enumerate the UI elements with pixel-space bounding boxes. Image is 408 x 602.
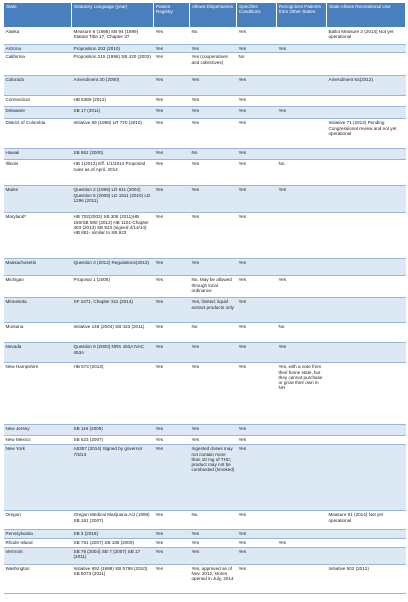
registry-cell: Yes	[154, 436, 190, 445]
dispensaries-cell: Yes (cooperatives and collectives)	[190, 53, 237, 76]
recreational-cell	[327, 436, 406, 445]
table-row	[4, 160, 406, 186]
reciprocity-cell	[277, 119, 327, 149]
state-cell: Nevada	[4, 343, 72, 363]
reciprocity-cell	[277, 259, 327, 276]
registry-cell: Yes	[154, 96, 190, 107]
table-row	[4, 259, 406, 276]
statute-cell: SB 791 (2007) SB 185 (2009)	[72, 538, 154, 547]
recreational-cell: Initiative 71 (2014) Pending Congressional review and not yet operational	[327, 119, 406, 149]
state-cell: Pennsylvania	[4, 530, 72, 538]
recreational-cell	[327, 213, 406, 259]
dispensaries-cell: Yes	[190, 436, 237, 445]
table-row	[4, 119, 406, 149]
recreational-cell	[327, 343, 406, 363]
header-specifies-conditions: Specifies Conditions	[237, 3, 277, 28]
conditions-cell: Yes	[237, 436, 277, 445]
dispensaries-cell: Yes	[190, 45, 237, 53]
table-row	[4, 547, 406, 564]
recreational-cell	[327, 53, 406, 76]
registry-cell: Yes	[154, 343, 190, 363]
registry-cell: Yes	[154, 445, 190, 511]
state-cell: New Mexico	[4, 436, 72, 445]
state-cell: Massachusetts	[4, 259, 72, 276]
dispensaries-cell: Yes	[190, 547, 237, 564]
table-row	[4, 425, 406, 436]
dispensaries-cell: Yes	[190, 363, 237, 425]
reciprocity-cell	[277, 530, 327, 538]
table-row	[4, 363, 406, 425]
recreational-cell	[327, 96, 406, 107]
registry-cell: Yes	[154, 107, 190, 119]
recreational-cell: Ballot Measure 2 (2014) Not yet operational	[327, 28, 406, 45]
state-cell: Washington	[4, 564, 72, 593]
recreational-cell: Amendment 64(2012)	[327, 76, 406, 96]
table-body	[4, 28, 406, 594]
conditions-cell: Yes	[237, 323, 277, 343]
statute-cell: SF 2471, Chapter 311 (2014)	[72, 298, 154, 323]
recreational-cell	[327, 259, 406, 276]
state-cell: Vermont	[4, 547, 72, 564]
conditions-cell: Yes	[237, 28, 277, 45]
statute-cell: Amendment 20 (2000)	[72, 76, 154, 96]
dispensaries-cell: Yes	[190, 119, 237, 149]
table-row	[4, 323, 406, 343]
recreational-cell	[327, 363, 406, 425]
conditions-cell: Yes	[237, 538, 277, 547]
registry-cell: Yes	[154, 76, 190, 96]
reciprocity-cell	[277, 564, 327, 593]
dispensaries-cell: No	[190, 149, 237, 160]
reciprocity-cell: Yes	[277, 107, 327, 119]
statute-cell: Measure 8 (1998) SB 94 (1999) Statute Title 17, Chapter 37	[72, 28, 154, 45]
recreational-cell: Measure 91 (2014) Not yet operational	[327, 511, 406, 530]
conditions-cell: Yes	[237, 160, 277, 186]
state-cell: Maine	[4, 186, 72, 213]
conditions-cell: Yes	[237, 547, 277, 564]
registry-cell: Yes	[154, 538, 190, 547]
reciprocity-cell	[277, 96, 327, 107]
conditions-cell: Yes	[237, 530, 277, 538]
reciprocity-cell: Yes	[277, 186, 327, 213]
conditions-cell: Yes	[237, 96, 277, 107]
state-cell: Delaware	[4, 107, 72, 119]
recreational-cell	[327, 45, 406, 53]
dispensaries-cell: Yes	[190, 96, 237, 107]
table-row	[4, 53, 406, 76]
table-row	[4, 436, 406, 445]
recreational-cell	[327, 186, 406, 213]
dispensaries-cell: No	[190, 511, 237, 530]
laws-table-container	[3, 2, 405, 594]
table-row	[4, 538, 406, 547]
conditions-cell: Yes	[237, 149, 277, 160]
reciprocity-cell	[277, 28, 327, 45]
statute-cell: SB 17 (2011)	[72, 107, 154, 119]
recreational-cell	[327, 425, 406, 436]
dispensaries-cell: Yes, limited. liquid extract products only	[190, 298, 237, 323]
header-patient-registry: Patient Registry	[154, 3, 190, 28]
statute-cell: Initiative 148 (2004) SB 423 (2011)	[72, 323, 154, 343]
reciprocity-cell	[277, 76, 327, 96]
registry-cell: Yes	[154, 425, 190, 436]
dispensaries-cell: Yes	[190, 425, 237, 436]
reciprocity-cell: Yes	[277, 343, 327, 363]
statute-cell: HB 5389 (2012)	[72, 96, 154, 107]
state-cell: Maryland*	[4, 213, 72, 259]
recreational-cell	[327, 538, 406, 547]
state-cell: Connecticut	[4, 96, 72, 107]
table-row	[4, 186, 406, 213]
state-cell: New York	[4, 445, 72, 511]
table-row	[4, 343, 406, 363]
recreational-cell	[327, 323, 406, 343]
header-statutory-language: Statutory Language (year)	[72, 3, 154, 28]
dispensaries-cell: Ingested doses may not contain more than 10 mg of THC; product may not be combusted (smoked)	[190, 445, 237, 511]
conditions-cell: Yes	[237, 259, 277, 276]
table-row	[4, 28, 406, 45]
dispensaries-cell: No	[190, 28, 237, 45]
header-recognizes-patients: Recognizes Patients from Other States	[277, 3, 327, 28]
conditions-cell: Yes	[237, 343, 277, 363]
statute-cell: SB 119 (2009)	[72, 425, 154, 436]
table-row	[4, 213, 406, 259]
statute-cell: SB 523 (2007)	[72, 436, 154, 445]
state-cell: Michigan	[4, 276, 72, 298]
state-cell: New Jersey	[4, 425, 72, 436]
statute-cell: Oregon Medical Marijuana Act (1998) SB 161 (2007)	[72, 511, 154, 530]
statute-cell: A6357 (2014) Signed by governor 7/5/14	[72, 445, 154, 511]
reciprocity-cell: Yes	[277, 45, 327, 53]
statute-cell: Question 9 (2000) NRS 453A NAC 453A	[72, 343, 154, 363]
statute-cell: Initiative 59 (1998) LR 720 (2010)	[72, 119, 154, 149]
statute-cell: SB 862 (2000)	[72, 149, 154, 160]
conditions-cell: Yes	[237, 186, 277, 213]
statute-cell: Question 2 (1999) LD 611 (2002) Question 5 (2009) LD 1811 (2010) LD 1296 (2011)	[72, 186, 154, 213]
state-cell: California	[4, 53, 72, 76]
state-cell: Minnesota	[4, 298, 72, 323]
marijuana-laws-table	[3, 2, 406, 594]
reciprocity-cell	[277, 547, 327, 564]
statute-cell: Proposition 215 (1996) SB 420 (2003)	[72, 53, 154, 76]
table-row	[4, 107, 406, 119]
reciprocity-cell	[277, 511, 327, 530]
table-row	[4, 445, 406, 511]
registry-cell: Yes	[154, 213, 190, 259]
registry-cell: Yes	[154, 149, 190, 160]
state-cell: Hawaii	[4, 149, 72, 160]
registry-cell: Yes	[154, 363, 190, 425]
table-row	[4, 530, 406, 538]
conditions-cell: Yes	[237, 45, 277, 53]
registry-cell: Yes	[154, 186, 190, 213]
dispensaries-cell: Yes	[190, 343, 237, 363]
registry-cell: Yes	[154, 28, 190, 45]
dispensaries-cell: Yes	[190, 160, 237, 186]
registry-cell: Yes	[154, 298, 190, 323]
statute-cell: Proposal 1 (2008)	[72, 276, 154, 298]
conditions-cell: Yes	[237, 76, 277, 96]
reciprocity-cell	[277, 425, 327, 436]
registry-cell: Yes	[154, 259, 190, 276]
recreational-cell	[327, 445, 406, 511]
state-cell: Arizona	[4, 45, 72, 53]
registry-cell: Yes	[154, 160, 190, 186]
state-cell: Illinois	[4, 160, 72, 186]
conditions-cell: Yes	[237, 363, 277, 425]
table-row	[4, 149, 406, 160]
state-cell: Alaska	[4, 28, 72, 45]
table-row	[4, 96, 406, 107]
dispensaries-cell: Yes	[190, 76, 237, 96]
recreational-cell	[327, 107, 406, 119]
statute-cell: SB 3 (2016)	[72, 530, 154, 538]
table-row	[4, 276, 406, 298]
recreational-cell	[327, 149, 406, 160]
state-cell: Colorado	[4, 76, 72, 96]
state-cell: New Hampshire	[4, 363, 72, 425]
statute-cell: Initiative 692 (1998) SB 5798 (2010) SB 5073 (2011)	[72, 564, 154, 593]
state-cell: Montana	[4, 323, 72, 343]
header-recreational-use: State Allows Recreational Use	[327, 3, 406, 28]
dispensaries-cell: Yes	[190, 530, 237, 538]
reciprocity-cell	[277, 53, 327, 76]
registry-cell: Yes	[154, 564, 190, 593]
table-row	[4, 564, 406, 593]
recreational-cell	[327, 160, 406, 186]
statute-cell: SB 76 (2004) SB 7 (2007) SB 17 (2011)	[72, 547, 154, 564]
state-cell: District of Columbia	[4, 119, 72, 149]
statute-cell: HB 1(2013) Eff. 1/1/2014 Proposed rules as of April, 2014	[72, 160, 154, 186]
reciprocity-cell: No	[277, 323, 327, 343]
reciprocity-cell	[277, 436, 327, 445]
registry-cell: Yes	[154, 530, 190, 538]
table-row	[4, 45, 406, 53]
reciprocity-cell	[277, 149, 327, 160]
registry-cell: Yes	[154, 547, 190, 564]
conditions-cell: No	[237, 53, 277, 76]
table-row	[4, 511, 406, 530]
dispensaries-cell: Yes	[190, 107, 237, 119]
conditions-cell: Yes	[237, 107, 277, 119]
dispensaries-cell: Yes	[190, 186, 237, 213]
reciprocity-cell: Yes, with a note from their home state, but they cannot purchase or grow their own in NH	[277, 363, 327, 425]
registry-cell: Yes	[154, 45, 190, 53]
conditions-cell: Yes	[237, 425, 277, 436]
registry-cell: Yes	[154, 276, 190, 298]
conditions-cell: Yes	[237, 276, 277, 298]
state-cell: Rhode Island	[4, 538, 72, 547]
conditions-cell: Yes	[237, 445, 277, 511]
conditions-cell: Yes	[237, 564, 277, 593]
statute-cell: Proposition 203 (2010)	[72, 45, 154, 53]
recreational-cell: Initiative 502 (2012)	[327, 564, 406, 593]
dispensaries-cell: Yes, approved as of Nov. 2012, stores opened in July, 2014	[190, 564, 237, 593]
dispensaries-cell: Yes	[190, 259, 237, 276]
table-row	[4, 76, 406, 96]
statute-cell: HB 702(2003) SB 308 (2011)HB 180/SB 580 (2013) HB 1101-Chapter 403 (2013) SB 923 (signed 4/14/14) HB 881- similar to SB 923	[72, 213, 154, 259]
table-row	[4, 298, 406, 323]
recreational-cell	[327, 276, 406, 298]
reciprocity-cell	[277, 213, 327, 259]
conditions-cell: Yes	[237, 213, 277, 259]
dispensaries-cell: No. May be allowed through local ordinance	[190, 276, 237, 298]
recreational-cell	[327, 547, 406, 564]
reciprocity-cell: No	[277, 160, 327, 186]
conditions-cell: Yes	[237, 119, 277, 149]
state-cell: Oregon	[4, 511, 72, 530]
header-allows-dispensaries: Allows Dispensaries	[190, 3, 237, 28]
table-header-row	[4, 3, 406, 28]
dispensaries-cell: Yes	[190, 213, 237, 259]
statute-cell: Question 3 (2012) Regulations(2013)	[72, 259, 154, 276]
recreational-cell	[327, 298, 406, 323]
registry-cell: Yes	[154, 53, 190, 76]
recreational-cell	[327, 530, 406, 538]
header-state: State	[4, 3, 72, 28]
statute-cell: HB 573 (2013)	[72, 363, 154, 425]
conditions-cell: Yes	[237, 511, 277, 530]
dispensaries-cell: Yes	[190, 538, 237, 547]
registry-cell: Yes	[154, 119, 190, 149]
conditions-cell: Yes	[237, 298, 277, 323]
reciprocity-cell	[277, 298, 327, 323]
dispensaries-cell: No	[190, 323, 237, 343]
registry-cell: Yes	[154, 511, 190, 530]
registry-cell: Yes	[154, 323, 190, 343]
reciprocity-cell	[277, 445, 327, 511]
reciprocity-cell: Yes	[277, 538, 327, 547]
reciprocity-cell: Yes	[277, 276, 327, 298]
